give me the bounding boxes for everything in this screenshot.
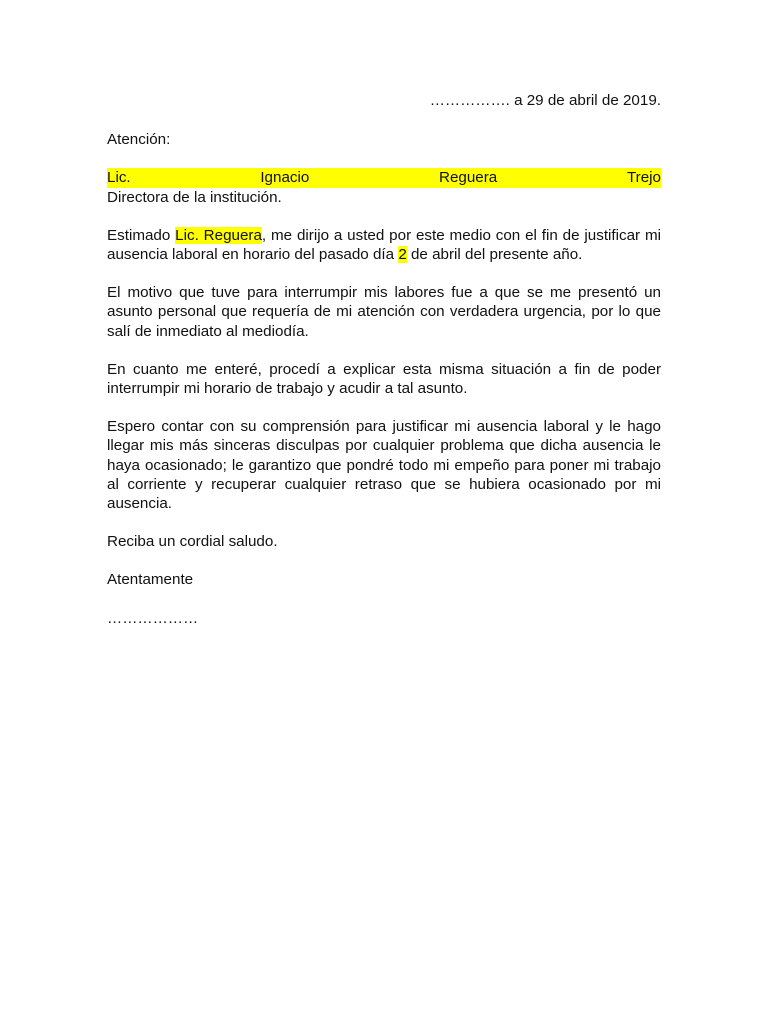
letter-body [107, 91, 661, 628]
recipient-last-name-2: Trejo [626, 169, 661, 187]
greeting: Reciba un cordial saludo. [107, 533, 278, 551]
paragraph-2: El motivo que tuve para interrumpir mis labores fue a que se me presentó un asunto personal que requería de mi atención con verdadera urgencia, por lo que salí de inmediato al mediodía. [107, 284, 661, 340]
highlighted-name: Lic. Reguera [175, 226, 262, 244]
paragraph-4: Espero contar con su comprensión para justificar mi ausencia laboral y le hago llegar mis más sinceras disculpas por cualquier problema que dicha ausencia le haya ocasionado; le garantizo que pondré todo mi empeño para poner mi trabajo al corriente y recuperar cualquier retraso que se hubiera ocasionado por mi ausencia. [107, 418, 661, 513]
date-line: ……………. a 29 de abril de 2019. [429, 92, 661, 109]
closing: Atentamente [107, 571, 194, 589]
paragraph-1-middle: , me dirijo a usted por este medio con el fin de justificar mi ausencia laboral en horario del pasado día [107, 226, 661, 264]
highlighted-day: 2 [398, 246, 407, 264]
signature-line: ……………… [107, 609, 199, 627]
paragraph-3: En cuanto me enteré, procedí a explicar esta misma situación a fin de poder interrumpir mi horario de trabajo y acudir a tal asunto. [107, 360, 661, 398]
recipient-title-word: Lic. [107, 169, 131, 187]
recipient-last-name-1: Reguera [439, 169, 498, 187]
attention-label: Atención: [107, 131, 171, 149]
paragraph-1 [107, 226, 661, 264]
recipient-name [107, 168, 661, 187]
paragraph-1-start: Estimado [107, 226, 176, 244]
recipient-first-name: Ignacio [260, 169, 310, 187]
paragraph-1-end: de abril del presente año. [406, 246, 583, 264]
recipient-role: Directora de la institución. [107, 188, 282, 206]
